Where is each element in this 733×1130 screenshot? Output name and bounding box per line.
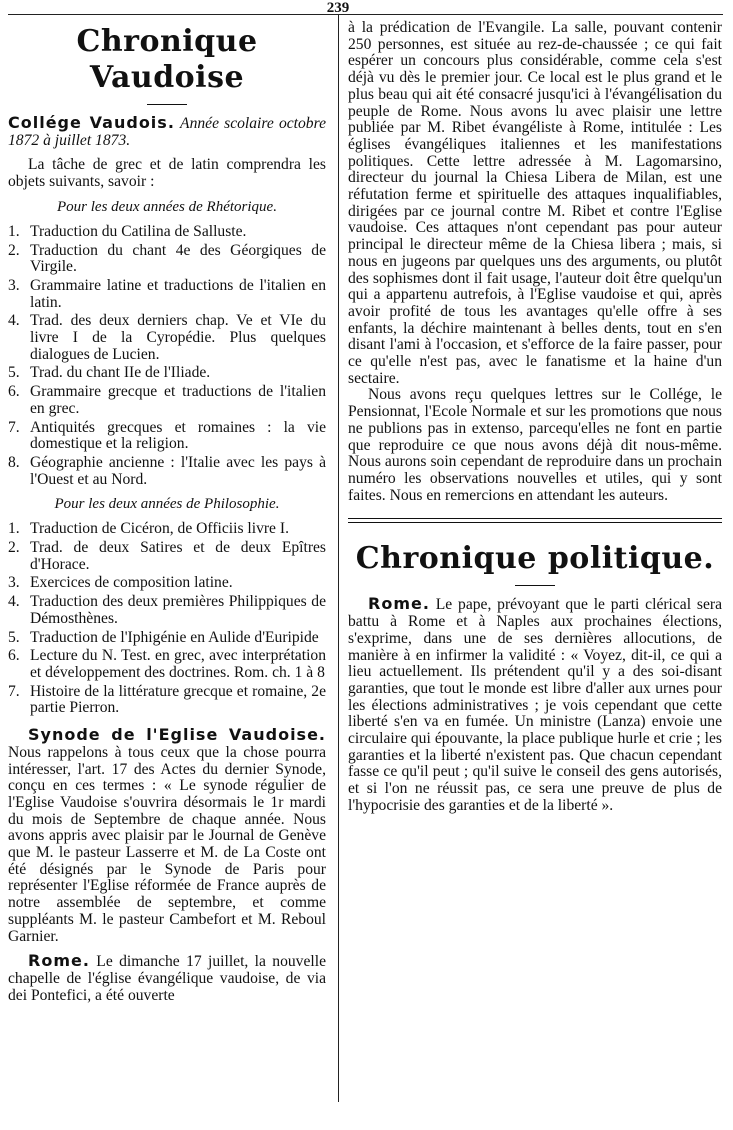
rome-heading-right: Rome. (368, 594, 430, 614)
rhetorique-heading: Pour les deux années de Rhétorique. (57, 198, 277, 215)
rome-text-left: Le dimanche 17 juillet, la nouvelle chapelle de l'église évangélique vaudoise, de via dei Pontefici, a été ouverte (8, 953, 326, 1004)
rhetorique-list (8, 224, 326, 489)
list-item: 1. Traduction de Cicéron, de Officiis livre I. (8, 520, 289, 538)
college-heading: Collége Vaudois. (8, 113, 175, 132)
list-item: 6. Lecture du N. Test. en grec, avec interprétation et développement des doctrines. Rom. ch. 1 à 8 (8, 647, 326, 681)
list-item: 2. Trad. de deux Satires et de deux Epîtres d'Horace. (8, 539, 326, 573)
list-item: 7. Histoire de la littérature grecque et romaine, 2e partie Pierron. (8, 682, 326, 717)
synode-paragraph (8, 727, 326, 945)
philosophie-list (8, 521, 326, 717)
left-column (8, 20, 326, 1004)
synode-heading: Synode de l'Eglise Vaudoise. (28, 725, 326, 745)
page-number: 239 (326, 0, 350, 16)
rome-heading-left: Rome. (28, 951, 90, 971)
top-rule (8, 14, 723, 15)
rome-politique-paragraph (348, 596, 722, 814)
list-item: 2. Traduction du chant 4e des Géorgiques de Virgile. (8, 241, 326, 276)
college-intro: La tâche de grec et de latin comprendra les objets suivants, savoir : (8, 156, 326, 191)
list-item: 5. Traduction de l'Iphigénie en Aulide d'Euripide (8, 628, 319, 646)
list-item: 7. Antiquités grecques et romaines : la vie domestique et la religion. (8, 418, 326, 453)
list-item: 3. Exercices de composition latine. (8, 574, 233, 592)
rome-text-right: Le pape, prévoyant que le parti clérical sera battu à Rome et à Naples aux prochaines élections, s'exprime, dans une de ses dernières allocutions, de manière à en infirmer la validité : « Voyez, dit-il, ce qui a lieu actuellement. Ils prétendent qu'il y a des soi-disant garanties, que tout le monde est libre d'aller aux urnes pour les élections administratives ; je vois cependant que cette liberté s'en va en fumée. Un ministre (Lanza) envoie une circulaire qui épouvante, la place publique hurle et crie ; les garanties et la liberté n'existent pas. Que chacun cependant fasse ce qu'il peut ; qu'il suive le conseil des gens autorisés, et si l'on ne réussit pas, ce sera une preuve de plus de l'hypocrisie des garanties et de la liberté ». (348, 596, 722, 814)
college-paragraph (8, 115, 326, 149)
college-subheading: Année scolaire octobre 1872 à juillet 1873. (8, 115, 326, 149)
list-item: 6. Grammaire grecque et traductions de l'italien en grec. (8, 383, 326, 417)
synode-text: Nous rappelons à tous ceux que la chose pourra intéresser, l'art. 17 des Actes du dernier Synode, conçu en ces termes : « Le synode régulier de l'Eglise Vaudoise s'ouvrira désormais le 1r mardi du mois de Septembre de chaque année. Nous avons appris avec plaisir par le Journal de Genève que M. le pasteur Lasserre et M. de La Coste ont été désignés par le Synode de Paris pour représenter l'Eglise réformée de France auprès de notre assemblée de septembre, et comme suppléants M. le pasteur Cambefort et M. Reboul Garnier. (8, 743, 326, 945)
philosophie-heading: Pour les deux années de Philosophie. (54, 496, 280, 513)
right-column (348, 20, 722, 815)
list-item: 3. Grammaire latine et traductions de l'italien en latin. (8, 276, 326, 311)
title-separator (147, 104, 187, 105)
lettres-paragraph: Nous avons reçu quelques lettres sur le Collége, le Pensionnat, l'Ecole Normale et sur les promotions que nous ne publions pas in extenso, parcequ'elles ne font en partie que reproduire ce que nous avons déjà dit nous-même. Nous aurons soin cependant de reproduire dans un prochain numéro les observations nouvelles et utiles, qui y sont faites. Nous en remercions en attendant les auteurs. (348, 386, 722, 504)
continuation-paragraph: à la prédication de l'Evangile. La salle, pouvant contenir 250 personnes, est située au rez-de-chaussée ; ce qui fait espérer un concours plus considérable, comme cela s'est déjà vu dès le premier jour. Ce local est le plus grand et le plus beau qui ait été consacré jusqu'ici à l'évangélisation du peuple de Rome. Nous avons lu avec plaisir une lettre publiée par M. Ribet évangéliste à Rome, intitulée : Les églises évangéliques italiennes et les manifestations politiques. Cette lettre adressée à M. Lagomarsino, directeur du journal la Chiesa Libera de Milan, est une réfutation ferme et spirituelle des attaques inqualifiables, dirigées par ce journal contre M. Ribet et contre l'Eglise vaudoise. Ces attaques n'ont cependant pas pour auteur principal le directeur même de la Chiesa libera ; mais, si nous en jugeons par quelques uns des arguments, ou plutôt des sophismes dont il fait usage, l'auteur doit être quelqu'un qui a appartenu autrefois, à l'Eglise vaudoise et qui, après avoir profité de tous les avantages qu'elle offre à ses enfants, la déchire maintenant à belles dents, tout en s'en disant l'ami à l'occasion, et s'efforce de la faire passer, pour ce qu'elle n'est pas, avec le fanatisme et la haine d'un sectaire. (348, 19, 722, 387)
list-item: 4. Traduction des deux premières Philippiques de Démosthènes. (8, 593, 326, 627)
section-double-rule (348, 518, 722, 523)
politique-separator (515, 585, 555, 586)
rome-vaudoise-paragraph (8, 953, 326, 1004)
column-divider (338, 14, 339, 1102)
list-item: 1. Traduction du Catilina de Salluste. (8, 222, 247, 240)
list-item: 4. Trad. des deux derniers chap. Ve et VIe du livre I de la Cyropédie. Plus quelques dialogues de Lucien. (8, 312, 326, 363)
list-item: 8. Géographie ancienne : l'Italie avec les pays à l'Ouest et au Nord. (8, 453, 326, 488)
chronique-politique-title: Chronique politique. (355, 541, 715, 577)
chronique-vaudoise-title: Chronique Vaudoise (76, 24, 258, 95)
list-item: 5. Trad. du chant IIe de l'Iliade. (8, 364, 211, 382)
